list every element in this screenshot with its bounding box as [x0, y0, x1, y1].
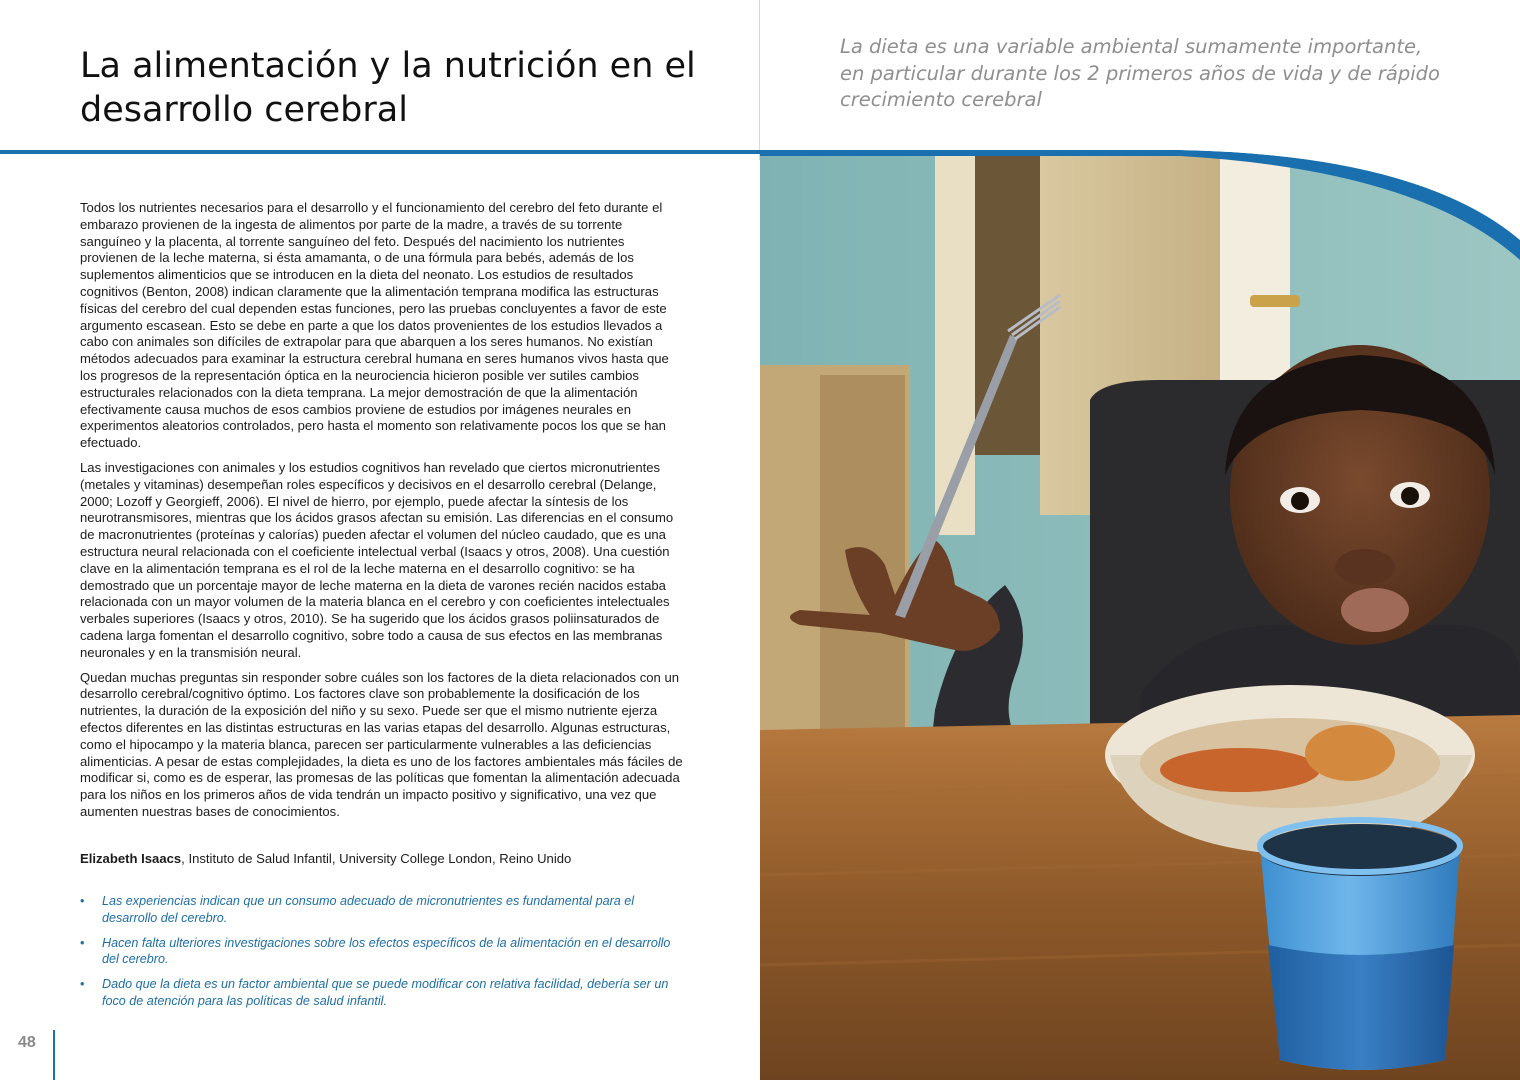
cup-opening: [1260, 824, 1460, 876]
header-rule: [0, 150, 760, 154]
list-item: [80, 935, 690, 969]
cup-liquid: [1268, 945, 1454, 1070]
door-handle: [1250, 295, 1300, 307]
paragraph: Las investigaciones con animales y los estudios cognitivos han revelado que ciertos micronutrientes (metales y vitaminas) desempeñan roles específicos y decisivos en el desarrollo cerebral (Delange, 2000; Lozoff y Georgieff, 2006). El nivel de hierro, por ejemplo, puede afectar la síntesis de los neurotransmisores, mientras que los ácidos grasos afectan su emisión. Las diferencias en el consumo de macronutrientes (proteínas y calorías) pueden afectar el volumen del núcleo caudado, que es una estructura neural relacionada con el coeficiente intelectual verbal (Isaacs y otros, 2008). Una cuestión clave en la alimentación temprana es el rol de la leche materna en el desarrollo cognitivo: se ha demostrado que un porcentaje mayor de leche materna en la dieta de varones recién nacidos estaba relacionada con un mayor volumen de la materia blanca en el cerebro y con coeficientes intelectuales verbales superiores (Isaacs y otros, 2010). Se ha sugerido que los ácidos grasos poliinsaturados de cadena larga fomentan el desarrollo cognitivo, sobre todo a causa de sus efectos en las membranas neuronales y en la transmisión neural.: [80, 459, 674, 660]
child-nose: [1335, 549, 1395, 585]
page-title: La alimentación y la nutrición en el desarrollo cerebral: [80, 46, 696, 130]
author-affiliation: , Instituto de Salud Infantil, University College London, Reino Unido: [181, 851, 572, 866]
pupil-left: [1291, 492, 1309, 510]
list-item-text: Dado que la dieta es un factor ambiental que se puede modificar con relativa facilidad, debería ser un foco de atención para las políticas de salud infantil.: [102, 977, 669, 1008]
key-points-list: [80, 893, 690, 1018]
list-item-text: Hacen falta ulteriores investigaciones sobre los efectos específicos de la alimentación en el desarrollo del cerebro.: [102, 935, 671, 967]
list-item-text: Las experiencias indican que un consumo adecuado de micronutrientes es fundamental para el desarrollo del cerebro.: [102, 894, 635, 925]
pull-quote: La dieta es una variable ambiental sumamente importante, en particular durante los 2 primeros años de vida y de rápido crecimiento cerebral: [840, 35, 1440, 111]
paragraph: Quedan muchas preguntas sin responder sobre cuáles son los factores de la dieta relacionados con un desarrollo cerebral/cognitivo óptimo. Los factores clave son probablemente la dosificación de los nutrientes, la duración de la exposición del niño y su sexo. Puede ser que el mismo nutriente ejerza efectos diferentes en las distintas estructuras en las varias etapas del desarrollo. Algunas estructuras, como el hipocampo y la materia blanca, parecen ser particularmente vulnerables a las deficiencias alimenticias. A pesar de estas complejidades, la dieta es uno de los factores ambientales más fáciles de modificar si, como es de esperar, las promesas de las políticas que fomentan la alimentación adecuada para los niños en los primeros años de vida tendrán un impacto positivo y significativo, una vez que aumenten nuestras bases de conocimientos.: [80, 669, 683, 819]
child-mouth: [1341, 588, 1409, 632]
list-item: [80, 893, 690, 927]
list-item: [80, 976, 690, 1010]
bullet-icon: •: [80, 894, 85, 908]
author-name: Elizabeth Isaacs: [80, 851, 182, 866]
child-eating-photo: [760, 155, 1520, 1080]
paragraph: Todos los nutrientes necesarios para el desarrollo y el funcionamiento del cerebro del feto durante el embarazo provienen de la ingesta de alimentos por parte de la madre, a través de su torrente sanguíneo y la placenta, al torrente sanguíneo del feto. Después del nacimiento los nutrientes provienen de la leche materna, si ésta amamanta, o de una fórmula para bebés, además de los suplementos alimenticios que se introducen en la dieta del neonato. Los estudios de resultados cognitivos (Benton, 2008) indican claramente que la alimentación temprana modifica las estructuras físicas del cerebro del cual dependen estas funciones, pero las pruebas concluyentes a favor de este argumento escasean. Esto se debe en parte a que los datos provenientes de los estudios llevados a cabo con animales son difíciles de extrapolar para que abarquen a los seres humanos. No existían métodos adecuados para examinar la estructura cerebral humana en seres humanos vivos hasta que los progresos de la representación óptica en la neurociencia hicieron posible ver sutiles cambios estructurales relacionados con la dieta temprana. La mejor demostración de que la alimentación efectivamente causa muchos de esos cambios proviene de estudios por imágenes neurales en experimentos aleatorios controlados, pero hasta el momento son relativamente pocos los que se han efectuado.: [80, 200, 669, 451]
page-number: 48: [18, 1034, 36, 1051]
page-divider: [759, 0, 760, 160]
pupil-right: [1401, 487, 1419, 505]
bowl-food-chunk: [1305, 725, 1395, 781]
bowl-food: [1160, 748, 1320, 792]
article-body: [80, 200, 685, 829]
bullet-icon: •: [80, 977, 85, 992]
bullet-icon: •: [80, 935, 85, 950]
page-number-rule: [53, 1030, 55, 1080]
author-line: [80, 850, 720, 867]
